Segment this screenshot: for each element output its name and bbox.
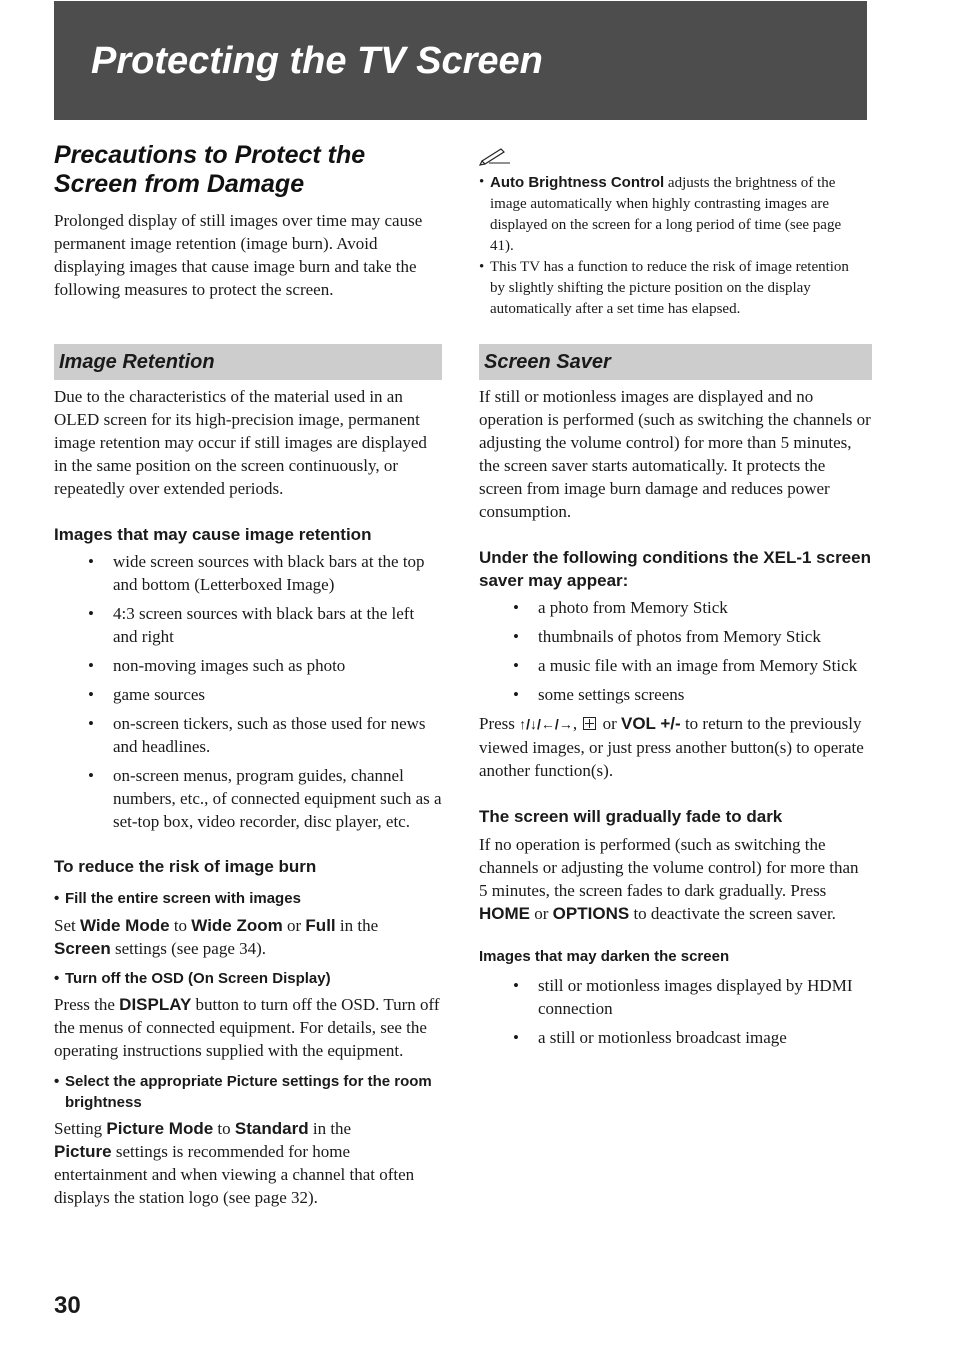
precautions-title-line1: Precautions to Protect the [54,141,366,169]
pencil-note-icon [479,146,511,166]
list-item [54,683,442,706]
text: settings is recommended for home entertainment and when viewing a channel that often displays the station logo (see page 32). [54,1142,415,1207]
list-item-text: on-screen tickers, such as those used for news and headlines. [113,714,426,756]
list-item-text: a music file with an image from Memory Stick [538,656,858,675]
text: button to turn off the OSD. Turn off the menus of connected equipment. For details, see the operating instructions supplied with the equipment. [54,995,440,1060]
list-item [54,654,442,677]
button-name: VOL +/- [621,714,681,733]
setting-name: Wide Mode [79,916,170,935]
setting-name: Picture Mode [106,1119,214,1138]
bullet: • [54,970,60,987]
text: to [213,1119,235,1138]
tip3-heading-text: Select the appropriate Picture settings for the room brightness [65,1073,432,1111]
tip2-heading [54,968,442,989]
list-item-text: thumbnails of photos from Memory Stick [538,627,821,646]
bullet: • [513,1028,519,1047]
fade-heading: The screen will gradually fade to dark [479,807,783,826]
text: If no operation is performed (such as switching the channels or adjusting the volume control) for more than 5 minutes, the screen fades to dark gradually. Press [479,835,859,900]
page-banner [54,1,867,120]
list-item [54,550,442,596]
image-retention-section [54,385,442,1209]
bullet: • [479,174,485,190]
precautions-title [54,141,442,199]
notes-list [479,172,867,320]
screen-saver-section [479,385,871,1055]
bullet: • [88,656,94,675]
setting-name: Full [305,916,336,935]
tip1-body [54,914,442,960]
bullet: • [513,656,519,675]
list-item [479,596,871,619]
bullet: • [88,552,94,571]
bullet: • [88,714,94,733]
setting-name: Wide Zoom [191,916,283,935]
page-number: 30 [54,1292,81,1319]
list-item-text: still or motionless images displayed by HDMI connection [538,976,853,1018]
list-item-text: 4:3 screen sources with black bars at the left and right [113,604,415,646]
list-item [479,654,871,677]
precautions-title-line2: Screen from Damage [54,170,305,198]
list-item [479,974,871,1020]
bullet: • [513,685,519,704]
bullet: • [479,259,485,275]
setting-name: Auto Brightness Control [490,174,665,191]
tip3-body [54,1117,442,1209]
precautions-section [54,141,442,301]
list-item-text: a still or motionless broadcast image [538,1028,787,1047]
list-item [54,712,442,758]
bullet: • [513,598,519,617]
list-item [54,764,442,833]
bullet: • [54,1073,60,1090]
notes-section [479,146,867,320]
text: Setting [54,1119,107,1138]
tip3-heading [54,1071,442,1113]
list-item [479,257,867,320]
tip1-heading-text: Fill the entire screen with images [65,890,301,907]
page-title: Protecting the TV Screen [91,40,543,82]
button-name: HOME [479,904,530,923]
image-retention-band [54,344,442,380]
list-item-text: non-moving images such as photo [113,656,346,675]
bullet: • [88,604,94,623]
setting-name: Standard [234,1119,309,1138]
tip1-heading [54,888,442,909]
enter-button-icon [583,717,596,730]
list-item [54,602,442,648]
darken-heading: Images that may darken the screen [479,948,730,965]
button-name: OPTIONS [552,904,630,923]
darken-list [479,974,871,1049]
text: in the [308,1119,352,1138]
text: to [169,916,192,935]
setting-name: Picture [54,1142,112,1161]
precautions-body: Prolonged display of still images over time may cause permanent image retention (image burn). Avoid displaying images that cause image burn and take the following measures to protect the screen. [54,211,423,299]
text: Set [54,916,80,935]
list-item [479,1026,871,1049]
list-item [479,172,867,257]
bullet: • [54,890,60,907]
list-item [479,625,871,648]
screen-saver-heading: Screen Saver [484,351,611,373]
bullet: • [88,766,94,785]
text: or [598,714,621,733]
reduce-heading: To reduce the risk of image burn [54,857,317,876]
conditions-heading: Under the following conditions the XEL-1 screen saver may appear: [479,548,871,590]
list-item [479,683,871,706]
causes-heading: Images that may cause image retention [54,525,372,544]
tip2-heading-text: Turn off the OSD (On Screen Display) [65,970,331,987]
causes-list [54,550,442,833]
fade-body [479,833,871,925]
list-item-text: game sources [113,685,206,704]
text: , [572,714,582,733]
text: to deactivate the screen saver. [629,904,836,923]
list-item-text: wide screen sources with black bars at the top and bottom (Letterboxed Image) [113,552,425,594]
text: or [530,904,553,923]
tip2-body [54,993,442,1062]
text: Press [479,714,520,733]
screen-saver-band [479,344,872,380]
bullet: • [513,976,519,995]
bullet: • [88,685,94,704]
press-instructions [479,712,871,782]
bullet: • [513,627,519,646]
button-name: DISPLAY [119,995,192,1014]
list-item-text: on-screen menus, program guides, channel numbers, etc., of connected equipment such as a set-top box, video recorder, disc player, etc. [113,766,442,831]
arrow-keys-icon: ↑/↓/←/→ [519,716,573,732]
list-item-text: adjusts the brightness of the image automatically when highly contrasting images are displayed on the screen for a long period of time (see page 41). [490,175,842,254]
text: settings (see page 34). [110,939,267,958]
text: Press the [54,995,120,1014]
conditions-list [479,596,871,706]
setting-name: Screen [54,939,111,958]
text: to return to the previously viewed images, or just press another button(s) to operate another function(s). [479,714,864,780]
image-retention-body: Due to the characteristics of the material used in an OLED screen for its high-precision image, permanent image retention may occur if still images are displayed in the same position on the screen continuously, or repeatedly over extended periods. [54,387,427,498]
list-item-text: This TV has a function to reduce the risk of image retention by slightly shifting the picture position on the display automatically after a set time has elapsed. [490,259,849,317]
list-item-text: a photo from Memory Stick [538,598,728,617]
image-retention-heading: Image Retention [59,351,215,373]
text: in the [335,916,379,935]
text: or [282,916,306,935]
list-item-text: some settings screens [538,685,685,704]
screen-saver-body: If still or motionless images are displayed and no operation is performed (such as switching the channels or adjusting the volume control) for more than 5 minutes, the screen saver starts automatically. It protects the screen from image burn damage and reduces power consumption. [479,387,871,521]
